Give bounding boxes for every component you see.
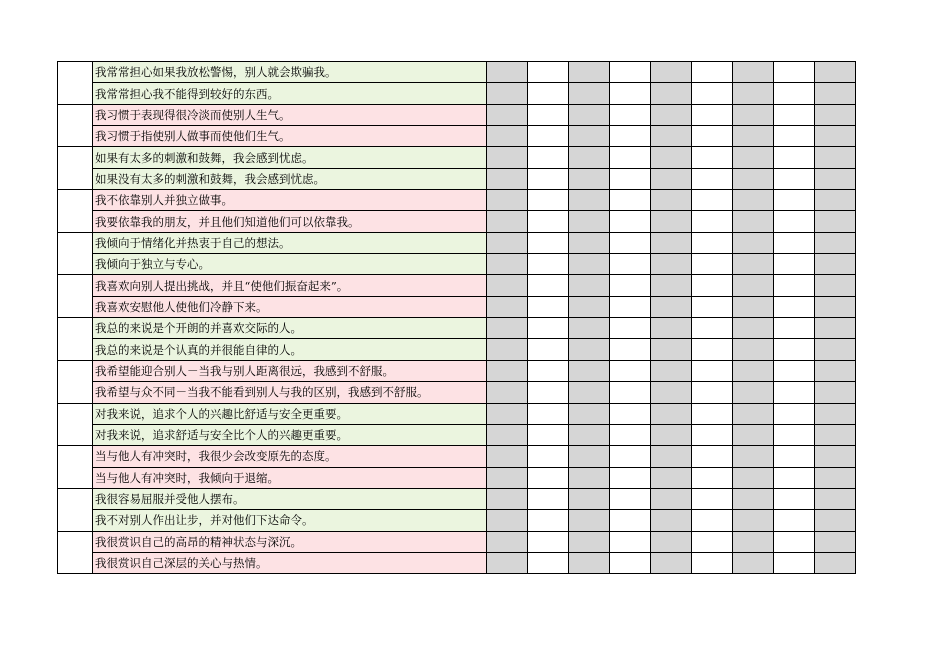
score-cell[interactable] — [610, 531, 651, 552]
score-cell[interactable] — [774, 275, 815, 296]
pair-index-cell[interactable] — [58, 403, 93, 446]
score-cell[interactable] — [569, 531, 610, 552]
score-cell[interactable] — [651, 254, 692, 275]
score-cell[interactable] — [692, 339, 733, 360]
score-cell[interactable] — [569, 168, 610, 189]
score-cell[interactable] — [692, 488, 733, 509]
statement-cell[interactable]: 我不对别人作出让步，并对他们下达命令。 — [93, 510, 487, 531]
score-cell[interactable] — [774, 467, 815, 488]
score-cell[interactable] — [733, 552, 774, 573]
score-cell[interactable] — [651, 531, 692, 552]
score-cell[interactable] — [692, 83, 733, 104]
score-cell[interactable] — [733, 211, 774, 232]
score-cell[interactable] — [774, 510, 815, 531]
score-cell[interactable] — [651, 126, 692, 147]
score-cell[interactable] — [487, 360, 528, 381]
score-cell[interactable] — [487, 531, 528, 552]
score-cell[interactable] — [733, 403, 774, 424]
statement-cell[interactable]: 我不依靠别人并独立做事。 — [93, 190, 487, 211]
score-cell[interactable] — [610, 360, 651, 381]
score-cell[interactable] — [733, 254, 774, 275]
table-row — [58, 318, 856, 339]
score-cell[interactable] — [610, 318, 651, 339]
pair-index-cell[interactable] — [58, 275, 93, 318]
table-row — [58, 403, 856, 424]
score-cell[interactable] — [528, 83, 569, 104]
score-cell[interactable] — [733, 424, 774, 445]
score-cell[interactable] — [733, 126, 774, 147]
score-cell[interactable] — [774, 318, 815, 339]
score-cell[interactable] — [815, 83, 856, 104]
score-cell[interactable] — [528, 531, 569, 552]
score-cell[interactable] — [651, 552, 692, 573]
score-cell[interactable] — [528, 382, 569, 403]
score-cell[interactable] — [651, 488, 692, 509]
score-cell[interactable] — [692, 190, 733, 211]
score-cell[interactable] — [569, 424, 610, 445]
score-cell[interactable] — [569, 382, 610, 403]
score-cell[interactable] — [733, 62, 774, 83]
table-row — [58, 254, 856, 275]
score-cell[interactable] — [774, 254, 815, 275]
score-cell[interactable] — [487, 190, 528, 211]
score-cell[interactable] — [610, 126, 651, 147]
score-cell[interactable] — [651, 211, 692, 232]
statement-cell[interactable]: 我倾向于情绪化并热衷于自己的想法。 — [93, 232, 487, 253]
statement-cell[interactable]: 我很容易屈服并受他人摆布。 — [93, 488, 487, 509]
score-cell[interactable] — [487, 382, 528, 403]
score-cell[interactable] — [815, 424, 856, 445]
score-cell[interactable] — [774, 83, 815, 104]
score-cell[interactable] — [815, 62, 856, 83]
score-cell[interactable] — [569, 403, 610, 424]
score-cell[interactable] — [774, 147, 815, 168]
score-cell[interactable] — [487, 232, 528, 253]
score-cell[interactable] — [487, 211, 528, 232]
score-cell[interactable] — [610, 424, 651, 445]
score-cell[interactable] — [651, 83, 692, 104]
score-cell[interactable] — [528, 339, 569, 360]
score-cell[interactable] — [815, 126, 856, 147]
score-cell[interactable] — [610, 403, 651, 424]
score-cell[interactable] — [528, 510, 569, 531]
score-cell[interactable] — [774, 403, 815, 424]
score-cell[interactable] — [528, 254, 569, 275]
score-cell[interactable] — [692, 275, 733, 296]
score-cell[interactable] — [528, 168, 569, 189]
score-cell[interactable] — [610, 147, 651, 168]
score-cell[interactable] — [815, 467, 856, 488]
statement-cell[interactable]: 我希望能迎合别人－当我与别人距离很远，我感到不舒服。 — [93, 360, 487, 381]
score-cell[interactable] — [733, 318, 774, 339]
score-cell[interactable] — [651, 424, 692, 445]
score-cell[interactable] — [774, 552, 815, 573]
score-cell[interactable] — [692, 446, 733, 467]
score-cell[interactable] — [692, 382, 733, 403]
table-row — [58, 232, 856, 253]
score-cell[interactable] — [733, 190, 774, 211]
table-row — [58, 424, 856, 445]
table-row — [58, 382, 856, 403]
pair-index-cell[interactable] — [58, 446, 93, 489]
table-row — [58, 211, 856, 232]
score-cell[interactable] — [692, 403, 733, 424]
score-cell[interactable] — [569, 360, 610, 381]
score-cell[interactable] — [528, 360, 569, 381]
score-cell[interactable] — [692, 510, 733, 531]
score-cell[interactable] — [487, 275, 528, 296]
score-cell[interactable] — [569, 211, 610, 232]
statement-cell[interactable]: 对我来说，追求个人的兴趣比舒适与安全更重要。 — [93, 403, 487, 424]
score-cell[interactable] — [610, 211, 651, 232]
score-cell[interactable] — [774, 190, 815, 211]
score-cell[interactable] — [528, 126, 569, 147]
score-cell[interactable] — [569, 126, 610, 147]
score-cell[interactable] — [610, 552, 651, 573]
score-cell[interactable] — [815, 552, 856, 573]
score-cell[interactable] — [815, 168, 856, 189]
table-row — [58, 531, 856, 552]
statement-cell[interactable]: 我习惯于表现得很冷淡而使别人生气。 — [93, 104, 487, 125]
statement-cell[interactable]: 我很赏识自己的高昂的精神状态与深沉。 — [93, 531, 487, 552]
table-row — [58, 488, 856, 509]
score-cell[interactable] — [569, 318, 610, 339]
score-cell[interactable] — [528, 403, 569, 424]
score-cell[interactable] — [692, 168, 733, 189]
score-cell[interactable] — [815, 232, 856, 253]
table-row — [58, 190, 856, 211]
table-row — [58, 296, 856, 317]
statement-cell[interactable]: 如果没有太多的刺激和鼓舞，我会感到忧虑。 — [93, 168, 487, 189]
score-cell[interactable] — [528, 424, 569, 445]
score-cell[interactable] — [651, 62, 692, 83]
score-cell[interactable] — [692, 360, 733, 381]
statement-cell[interactable]: 我倾向于独立与专心。 — [93, 254, 487, 275]
score-cell[interactable] — [692, 62, 733, 83]
score-cell[interactable] — [651, 339, 692, 360]
table-row — [58, 467, 856, 488]
score-cell[interactable] — [610, 296, 651, 317]
score-cell[interactable] — [569, 275, 610, 296]
score-cell[interactable] — [651, 147, 692, 168]
score-cell[interactable] — [733, 83, 774, 104]
score-cell[interactable] — [815, 318, 856, 339]
score-cell[interactable] — [487, 424, 528, 445]
score-cell[interactable] — [610, 62, 651, 83]
score-cell[interactable] — [528, 552, 569, 573]
score-cell[interactable] — [487, 147, 528, 168]
pair-index-cell[interactable] — [58, 488, 93, 531]
score-cell[interactable] — [692, 296, 733, 317]
pair-index-cell[interactable] — [58, 531, 93, 574]
score-cell[interactable] — [692, 104, 733, 125]
table-row — [58, 446, 856, 467]
score-cell[interactable] — [569, 339, 610, 360]
score-cell[interactable] — [815, 360, 856, 381]
pair-index-cell[interactable] — [58, 232, 93, 275]
score-cell[interactable] — [569, 104, 610, 125]
score-cell[interactable] — [528, 467, 569, 488]
statement-cell[interactable]: 我要依靠我的朋友，并且他们知道他们可以依靠我。 — [93, 211, 487, 232]
score-cell[interactable] — [774, 126, 815, 147]
score-cell[interactable] — [487, 403, 528, 424]
score-cell[interactable] — [692, 531, 733, 552]
statement-cell[interactable]: 我总的来说是个开朗的并喜欢交际的人。 — [93, 318, 487, 339]
score-cell[interactable] — [528, 296, 569, 317]
pair-index-cell[interactable] — [58, 147, 93, 190]
table-row — [58, 104, 856, 125]
score-cell[interactable] — [815, 275, 856, 296]
score-cell[interactable] — [487, 488, 528, 509]
pair-index-cell[interactable] — [58, 62, 93, 105]
score-cell[interactable] — [610, 254, 651, 275]
score-cell[interactable] — [569, 467, 610, 488]
score-cell[interactable] — [528, 275, 569, 296]
score-cell[interactable] — [487, 83, 528, 104]
table-row — [58, 62, 856, 83]
score-cell[interactable] — [651, 360, 692, 381]
score-cell[interactable] — [774, 488, 815, 509]
pair-index-cell[interactable] — [58, 104, 93, 147]
score-cell[interactable] — [815, 531, 856, 552]
score-cell[interactable] — [651, 275, 692, 296]
score-cell[interactable] — [487, 126, 528, 147]
score-cell[interactable] — [528, 318, 569, 339]
score-cell[interactable] — [774, 360, 815, 381]
score-cell[interactable] — [651, 403, 692, 424]
table-row — [58, 147, 856, 168]
score-cell[interactable] — [733, 339, 774, 360]
score-cell[interactable] — [569, 488, 610, 509]
score-cell[interactable] — [692, 232, 733, 253]
statement-cell[interactable]: 我习惯于指使别人做事而使他们生气。 — [93, 126, 487, 147]
score-cell[interactable] — [733, 467, 774, 488]
score-cell[interactable] — [733, 510, 774, 531]
pair-index-cell[interactable] — [58, 190, 93, 233]
score-cell[interactable] — [815, 147, 856, 168]
score-cell[interactable] — [610, 168, 651, 189]
statement-cell[interactable]: 我常常担心如果我放松警惕，别人就会欺骗我。 — [93, 62, 487, 83]
score-cell[interactable] — [528, 147, 569, 168]
score-cell[interactable] — [651, 510, 692, 531]
score-cell[interactable] — [487, 467, 528, 488]
score-cell[interactable] — [528, 211, 569, 232]
score-cell[interactable] — [815, 446, 856, 467]
score-cell[interactable] — [733, 275, 774, 296]
score-cell[interactable] — [774, 531, 815, 552]
score-cell[interactable] — [733, 104, 774, 125]
score-cell[interactable] — [733, 446, 774, 467]
table-row — [58, 275, 856, 296]
questionnaire-table — [57, 61, 856, 574]
score-cell[interactable] — [651, 382, 692, 403]
pair-index-cell[interactable] — [58, 318, 93, 361]
score-cell[interactable] — [774, 232, 815, 253]
score-cell[interactable] — [610, 510, 651, 531]
score-cell[interactable] — [815, 190, 856, 211]
statement-cell[interactable]: 当与他人有冲突时，我倾向于退缩。 — [93, 467, 487, 488]
statement-cell[interactable]: 我希望与众不同－当我不能看到别人与我的区别，我感到不舒服。 — [93, 382, 487, 403]
score-cell[interactable] — [692, 147, 733, 168]
score-cell[interactable] — [774, 339, 815, 360]
score-cell[interactable] — [569, 254, 610, 275]
score-cell[interactable] — [651, 232, 692, 253]
score-cell[interactable] — [815, 403, 856, 424]
statement-cell[interactable]: 我喜欢安慰他人使他们冷静下来。 — [93, 296, 487, 317]
statement-cell[interactable]: 当与他人有冲突时，我很少会改变原先的态度。 — [93, 446, 487, 467]
score-cell[interactable] — [528, 104, 569, 125]
score-cell[interactable] — [528, 232, 569, 253]
score-cell[interactable] — [610, 446, 651, 467]
score-cell[interactable] — [692, 552, 733, 573]
score-cell[interactable] — [569, 190, 610, 211]
score-cell[interactable] — [815, 488, 856, 509]
score-cell[interactable] — [774, 446, 815, 467]
score-cell[interactable] — [487, 254, 528, 275]
score-cell[interactable] — [815, 510, 856, 531]
score-cell[interactable] — [487, 446, 528, 467]
score-cell[interactable] — [692, 318, 733, 339]
score-cell[interactable] — [651, 446, 692, 467]
table-row — [58, 126, 856, 147]
score-cell[interactable] — [528, 62, 569, 83]
score-cell[interactable] — [569, 62, 610, 83]
score-cell[interactable] — [528, 190, 569, 211]
pair-index-cell[interactable] — [58, 360, 93, 403]
score-cell[interactable] — [610, 104, 651, 125]
score-cell[interactable] — [815, 254, 856, 275]
score-cell[interactable] — [610, 467, 651, 488]
score-cell[interactable] — [692, 254, 733, 275]
score-cell[interactable] — [651, 104, 692, 125]
score-cell[interactable] — [733, 296, 774, 317]
score-cell[interactable] — [569, 510, 610, 531]
score-cell[interactable] — [774, 211, 815, 232]
score-cell[interactable] — [569, 232, 610, 253]
score-cell[interactable] — [651, 318, 692, 339]
score-cell[interactable] — [692, 126, 733, 147]
score-cell[interactable] — [610, 232, 651, 253]
score-cell[interactable] — [487, 104, 528, 125]
score-cell[interactable] — [651, 168, 692, 189]
score-cell[interactable] — [733, 531, 774, 552]
score-cell[interactable] — [815, 382, 856, 403]
statement-cell[interactable]: 我喜欢向别人提出挑战，并且“使他们振奋起来”。 — [93, 275, 487, 296]
score-cell[interactable] — [692, 211, 733, 232]
table-row — [58, 339, 856, 360]
score-cell[interactable] — [815, 104, 856, 125]
score-cell[interactable] — [774, 104, 815, 125]
score-cell[interactable] — [569, 296, 610, 317]
score-cell[interactable] — [651, 467, 692, 488]
score-cell[interactable] — [733, 232, 774, 253]
score-cell[interactable] — [733, 360, 774, 381]
score-cell[interactable] — [774, 168, 815, 189]
score-cell[interactable] — [487, 339, 528, 360]
table-row — [58, 168, 856, 189]
statement-cell[interactable]: 我很赏识自己深层的关心与热情。 — [93, 552, 487, 573]
score-cell[interactable] — [487, 296, 528, 317]
score-cell[interactable] — [610, 488, 651, 509]
score-cell[interactable] — [815, 296, 856, 317]
statement-cell[interactable]: 我总的来说是个认真的并很能自律的人。 — [93, 339, 487, 360]
score-cell[interactable] — [774, 296, 815, 317]
score-cell[interactable] — [569, 446, 610, 467]
score-cell[interactable] — [487, 168, 528, 189]
statement-cell[interactable]: 对我来说，追求舒适与安全比个人的兴趣更重要。 — [93, 424, 487, 445]
score-cell[interactable] — [733, 168, 774, 189]
score-cell[interactable] — [610, 190, 651, 211]
score-cell[interactable] — [733, 488, 774, 509]
score-cell[interactable] — [610, 339, 651, 360]
table-row — [58, 360, 856, 381]
table-row — [58, 552, 856, 573]
score-cell[interactable] — [569, 83, 610, 104]
statement-cell[interactable]: 我常常担心我不能得到较好的东西。 — [93, 83, 487, 104]
score-cell[interactable] — [610, 83, 651, 104]
score-cell[interactable] — [733, 382, 774, 403]
score-cell[interactable] — [610, 382, 651, 403]
score-cell[interactable] — [774, 382, 815, 403]
score-cell[interactable] — [774, 424, 815, 445]
table-row — [58, 83, 856, 104]
score-cell[interactable] — [651, 190, 692, 211]
score-cell[interactable] — [733, 147, 774, 168]
table-row — [58, 510, 856, 531]
score-cell[interactable] — [528, 446, 569, 467]
statement-cell[interactable]: 如果有太多的刺激和鼓舞，我会感到忧虑。 — [93, 147, 487, 168]
score-cell[interactable] — [487, 318, 528, 339]
score-cell[interactable] — [569, 552, 610, 573]
score-cell[interactable] — [815, 211, 856, 232]
score-cell[interactable] — [487, 62, 528, 83]
questionnaire-body — [58, 62, 856, 574]
score-cell[interactable] — [692, 424, 733, 445]
score-cell[interactable] — [651, 296, 692, 317]
score-cell[interactable] — [487, 552, 528, 573]
score-cell[interactable] — [528, 488, 569, 509]
score-cell[interactable] — [692, 467, 733, 488]
score-cell[interactable] — [774, 62, 815, 83]
score-cell[interactable] — [569, 147, 610, 168]
score-cell[interactable] — [815, 339, 856, 360]
score-cell[interactable] — [610, 275, 651, 296]
score-cell[interactable] — [487, 510, 528, 531]
